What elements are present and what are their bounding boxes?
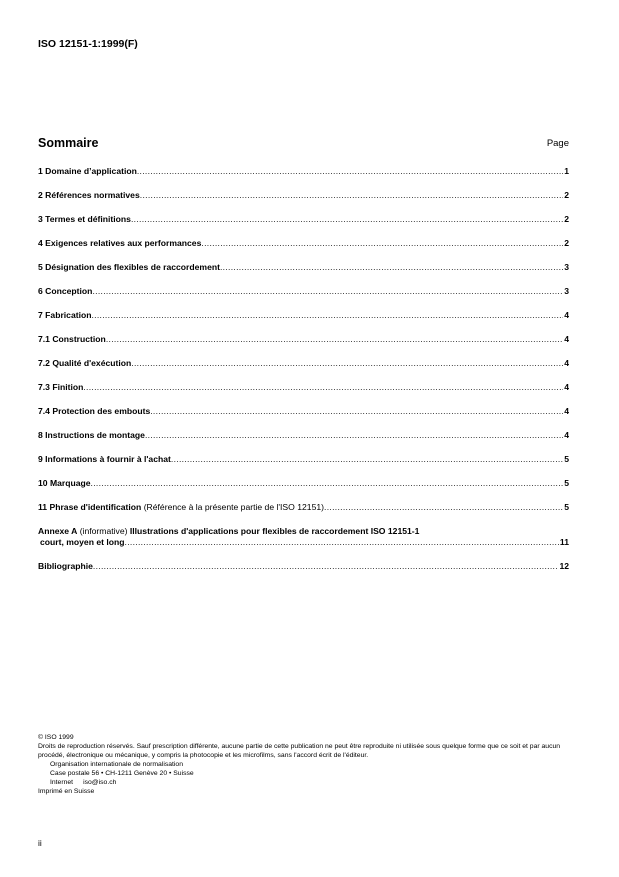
toc-entry-page: 4: [564, 406, 569, 416]
leader-dots: [131, 358, 563, 369]
leader-dots: [92, 286, 563, 297]
toc-entry-bibliography[interactable]: [38, 561, 569, 572]
annex-label: Annexe A: [38, 526, 78, 536]
leader-dots: [91, 478, 564, 489]
toc-entry-label: 6 Conception: [38, 286, 93, 296]
toc-entry[interactable]: [38, 262, 569, 273]
toc-entry-label: 4 Exigences relatives aux performances: [38, 238, 202, 248]
document-id: ISO 12151-1:1999(F): [38, 38, 138, 50]
leader-dots: [220, 262, 563, 273]
leader-dots: [150, 406, 563, 417]
toc-entry[interactable]: [38, 430, 569, 441]
toc-entry[interactable]: [38, 238, 569, 249]
internet-label: Internet: [50, 779, 74, 786]
toc-entry[interactable]: [38, 382, 569, 393]
toc-entry[interactable]: [38, 502, 569, 513]
toc-entry-label: 2 Références normatives: [38, 190, 140, 200]
toc-entry-page: 4: [564, 334, 569, 344]
bibliography-page: 12: [559, 561, 569, 571]
postal-address: Case postale 56 • CH-1211 Genève 20 • Suisse: [50, 770, 194, 777]
toc-entry-label: 3 Termes et définitions: [38, 214, 131, 224]
toc-entry-page: 4: [564, 310, 569, 320]
toc-entry[interactable]: [38, 310, 569, 321]
internet-email[interactable]: iso@iso.ch: [83, 779, 117, 786]
annex-title-line1: Illustrations d'applications pour flexibles de raccordement ISO 12151-1: [129, 526, 420, 536]
toc-entry[interactable]: [38, 334, 569, 345]
leader-dots: [140, 190, 563, 201]
annex-title-line2: court, moyen et long: [40, 537, 125, 547]
toc-entry[interactable]: [38, 406, 569, 417]
rights-statement: Droits de reproduction réservés. Sauf prescription différente, aucune partie de cette publication ne peut être reproduite ni utilisée sous quelque forme que ce soit et par aucun procédé, électronique ou mécanique, y compris la photocopie et les microfilms, sans l'accord écrit de l'éditeur.: [38, 743, 561, 759]
toc-entry-label: 7.3 Finition: [38, 382, 84, 392]
annex-note: (informative): [79, 526, 128, 536]
printed-in: Imprimé en Suisse: [38, 788, 95, 795]
leader-dots: [171, 454, 563, 465]
leader-dots: [324, 502, 563, 513]
toc-title: Sommaire: [38, 136, 99, 150]
toc-entry-note: (Référence à la présente partie de l'ISO 12151): [143, 502, 324, 512]
toc-entry-page: 3: [564, 286, 569, 296]
toc-entry-page: 1: [564, 166, 569, 176]
toc-entry-page: 2: [564, 214, 569, 224]
toc-entry[interactable]: [38, 286, 569, 297]
toc-entry-label: 7.2 Qualité d'exécution: [38, 358, 132, 368]
table-of-contents: [38, 166, 569, 585]
toc-entry[interactable]: [38, 454, 569, 465]
toc-entry[interactable]: [38, 358, 569, 369]
copyright-line: © ISO 1999: [38, 734, 74, 741]
toc-entry-label: 8 Instructions de montage: [38, 430, 145, 440]
toc-entry-label: 7.1 Construction: [38, 334, 106, 344]
internet-contact: [38, 778, 573, 787]
toc-entry-label: 7 Fabrication: [38, 310, 92, 320]
toc-entry-page: 5: [564, 478, 569, 488]
leader-dots: [125, 537, 560, 548]
annex-page: 11: [559, 537, 569, 547]
toc-entry-label: 11 Phrase d'identification: [38, 502, 142, 512]
leader-dots: [131, 214, 563, 225]
toc-entry-label: 5 Désignation des flexibles de raccordement: [38, 262, 220, 272]
toc-entry-label: 10 Marquage: [38, 478, 91, 488]
leader-dots: [93, 561, 559, 572]
toc-entry-page: 4: [564, 382, 569, 392]
toc-entry[interactable]: [38, 478, 569, 489]
toc-entry-page: 4: [564, 358, 569, 368]
leader-dots: [145, 430, 563, 441]
toc-entry-label: 7.4 Protection des embouts: [38, 406, 151, 416]
toc-entry-page: 4: [564, 430, 569, 440]
toc-entry[interactable]: [38, 214, 569, 225]
toc-entry-page: 2: [564, 190, 569, 200]
toc-entry[interactable]: [38, 166, 569, 177]
toc-page-column-label: Page: [546, 138, 569, 149]
leader-dots: [106, 334, 563, 345]
toc-entry-page: 3: [564, 262, 569, 272]
toc-entry-annex-a[interactable]: [38, 526, 569, 548]
copyright-notice: [38, 733, 573, 796]
toc-entry[interactable]: [38, 190, 569, 201]
page-number: ii: [38, 838, 42, 848]
toc-entry-page: 2: [564, 238, 569, 248]
leader-dots: [91, 310, 563, 321]
toc-entry-page: 5: [564, 502, 569, 512]
leader-dots: [201, 238, 563, 249]
toc-entry-label: 9 Informations à fournir à l'achat: [38, 454, 171, 464]
toc-entry-label: 1 Domaine d’application: [38, 166, 137, 176]
leader-dots: [83, 382, 563, 393]
bibliography-label: Bibliographie: [38, 561, 93, 571]
leader-dots: [137, 166, 563, 177]
organisation-name: Organisation internationale de normalisation: [50, 761, 183, 768]
toc-entry-page: 5: [564, 454, 569, 464]
